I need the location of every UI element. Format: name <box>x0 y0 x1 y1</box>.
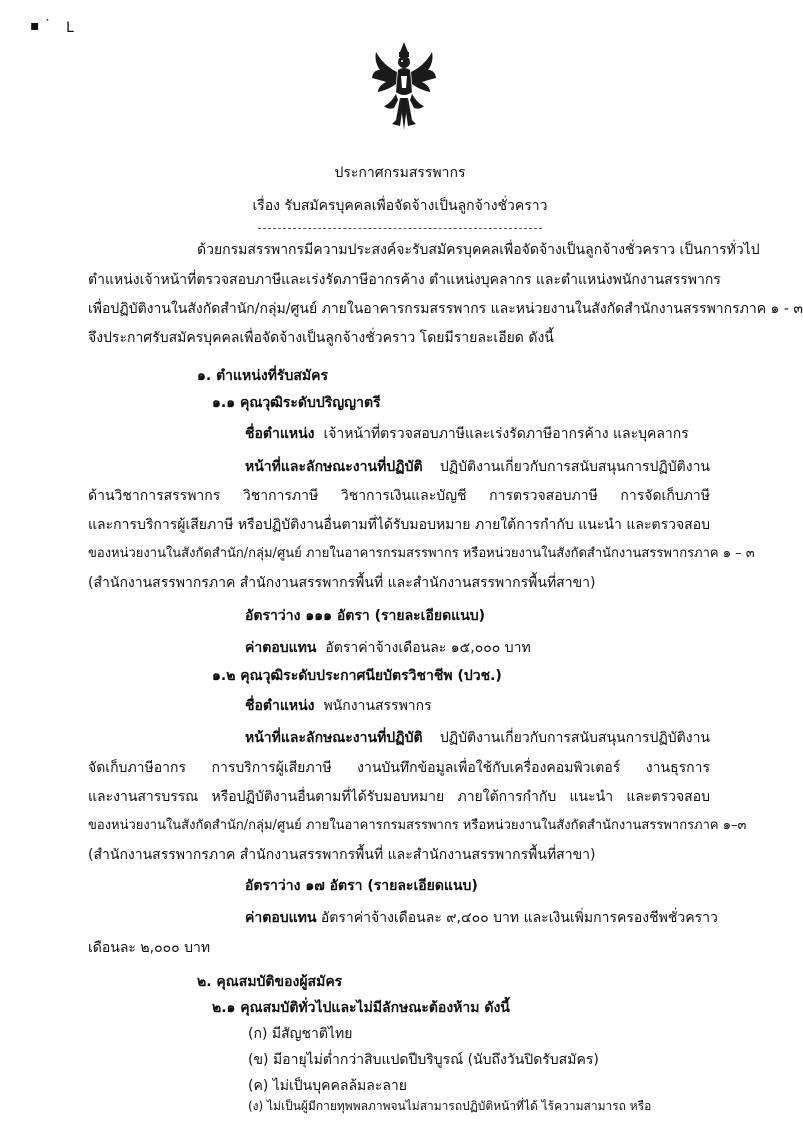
position-value: พนักงานสรรพากร <box>323 698 432 714</box>
scan-speck: ▪ ˙ <box>30 18 51 34</box>
qualification-item: (ค) ไม่เป็นบุคคลล้มละลาย <box>248 1078 407 1094</box>
announcement-subject: เรื่อง รับสมัครบุคคลเพื่อจัดจ้างเป็นลูกจ้างชั่วคราว <box>252 198 548 214</box>
pay-1-2-cont: เดือนละ ๒,๐๐๐ บาท <box>88 940 211 956</box>
duty-line: (สำนักงานสรรพากรภาค สำนักงานสรรพากรพื้นที่ และสำนักงานสรรพากรพื้นที่สาขา) <box>88 575 596 591</box>
duty-label: หน้าที่และลักษณะงานที่ปฏิบัติ <box>245 730 423 746</box>
intro-line: ด้วยกรมสรรพากรมีความประสงค์จะรับสมัครบุคคลเพื่อจัดจ้างเป็นลูกจ้างชั่วคราว เป็นการทั่วไป <box>197 242 760 258</box>
intro-line: เพื่อปฏิบัติงานในสังกัดสำนัก/กลุ่ม/ศูนย์ ภายในอาคารกรมสรรพากร และหน่วยงานในสังกัดสำนักงานสรรพากรภาค ๑ - ๓ <box>88 301 803 317</box>
position-value: เจ้าหน้าที่ตรวจสอบภาษีและเร่งรัดภาษีอากรค้าง และบุคลากร <box>323 426 689 442</box>
duty-line: จัดเก็บภาษีอากร การบริการผู้เสียภาษี งานบันทึกข้อมูลเพื่อใช้กับเครื่องคอมพิวเตอร์ งานธุรการ <box>88 760 710 776</box>
scan-speck: ᒪ <box>66 20 74 36</box>
duty-line: ด้านวิชาการสรรพากร วิชาการภาษี วิชาการเงินและบัญชี การตรวจสอบภาษี การจัดเก็บภาษี <box>88 488 710 504</box>
position-1-2 <box>245 696 432 716</box>
garuda-emblem-icon <box>370 40 438 132</box>
duty-line: และการบริการผู้เสียภาษี หรือปฏิบัติงานอื่นตามที่ได้รับมอบหมาย ภายใต้การกำกับ แนะนำ และตรวจสอบ <box>88 517 710 533</box>
duty-1-2-first <box>245 728 710 748</box>
qualification-item: (ข) มีอายุไม่ต่ำกว่าสิบแปดปีบริบูรณ์ (นับถึงวันปิดรับสมัคร) <box>248 1052 599 1068</box>
qualification-item: (ง) ไม่เป็นผู้มีกายทุพพลภาพจนไม่สามารถปฏิบัติหน้าที่ได้ ไร้ความสามารถ หรือ <box>248 1099 652 1113</box>
duty-line: ของหน่วยงานในสังกัดสำนัก/กลุ่ม/ศูนย์ ภายในอาคารกรมสรรพากร หรือหน่วยงานในสังกัดสำนักงานสรรพากรภาค ๑ – ๓ <box>88 546 755 561</box>
title-divider <box>258 228 542 229</box>
vacancy-1-2: อัตราว่าง ๑๗ อัตรา (รายละเอียดแนบ) <box>245 878 478 894</box>
duty-line: และงานสารบรรณ หรือปฏิบัติงานอื่นตามที่ได้รับมอบหมาย ภายใต้การกำกับ แนะนำ และตรวจสอบ <box>88 789 710 805</box>
duty-first-text: ปฏิบัติงานเกี่ยวกับการสนับสนุนการปฏิบัติงาน <box>439 459 710 475</box>
pay-1-1 <box>245 638 531 658</box>
section-2-heading: ๒. คุณสมบัติของผู้สมัคร <box>197 974 343 990</box>
position-label: ชื่อตำแหน่ง <box>245 426 315 442</box>
section-1-heading: ๑. ตำแหน่งที่รับสมัคร <box>197 368 328 384</box>
section-2-1-heading: ๒.๑ คุณสมบัติทั่วไปและไม่มีลักษณะต้องห้าม ดังนี้ <box>212 1000 510 1016</box>
intro-line: ตำแหน่งเจ้าหน้าที่ตรวจสอบภาษีและเร่งรัดภาษีอากรค้าง ตำแหน่งบุคลากร และตำแหน่งพนักงานสรรพากร <box>88 272 721 288</box>
section-1-2-heading: ๑.๒ คุณวุฒิระดับประกาศนียบัตรวิชาชีพ (ปวช.) <box>212 668 502 684</box>
duty-line: (สำนักงานสรรพากรภาค สำนักงานสรรพากรพื้นที่ และสำนักงานสรรพากรพื้นที่สาขา) <box>88 847 596 863</box>
pay-value: อัตราค่าจ้างเดือนละ ๑๕,๐๐๐ บาท <box>325 640 531 656</box>
duty-first-text: ปฏิบัติงานเกี่ยวกับการสนับสนุนการปฏิบัติงาน <box>439 730 710 746</box>
vacancy-1-1: อัตราว่าง ๑๑๑ อัตรา (รายละเอียดแนบ) <box>245 608 486 624</box>
pay-1-2 <box>245 908 718 928</box>
pay-value: อัตราค่าจ้างเดือนละ ๙,๔๐๐ บาท และเงินเพิ่มการครองชีพชั่วคราว <box>320 910 718 926</box>
announcement-org: ประกาศกรมสรรพากร <box>334 165 466 181</box>
qualification-item: (ก) มีสัญชาติไทย <box>248 1026 353 1042</box>
duty-label: หน้าที่และลักษณะงานที่ปฏิบัติ <box>245 459 423 475</box>
position-label: ชื่อตำแหน่ง <box>245 698 315 714</box>
pay-label: ค่าตอบแทน <box>245 910 317 926</box>
section-1-1-heading: ๑.๑ คุณวุฒิระดับปริญญาตรี <box>212 395 381 411</box>
position-1-1 <box>245 424 689 444</box>
duty-line: ของหน่วยงานในสังกัดสำนัก/กลุ่ม/ศูนย์ ภายในอาคารกรมสรรพากร หรือหน่วยงานในสังกัดสำนักงานสรรพากรภาค ๑–๓ <box>88 818 747 833</box>
duty-1-1-first <box>245 457 710 477</box>
intro-line: จึงประกาศรับสมัครบุคคลเพื่อจัดจ้างเป็นลูกจ้างชั่วคราว โดยมีรายละเอียด ดังนี้ <box>88 330 554 346</box>
pay-label: ค่าตอบแทน <box>245 640 317 656</box>
